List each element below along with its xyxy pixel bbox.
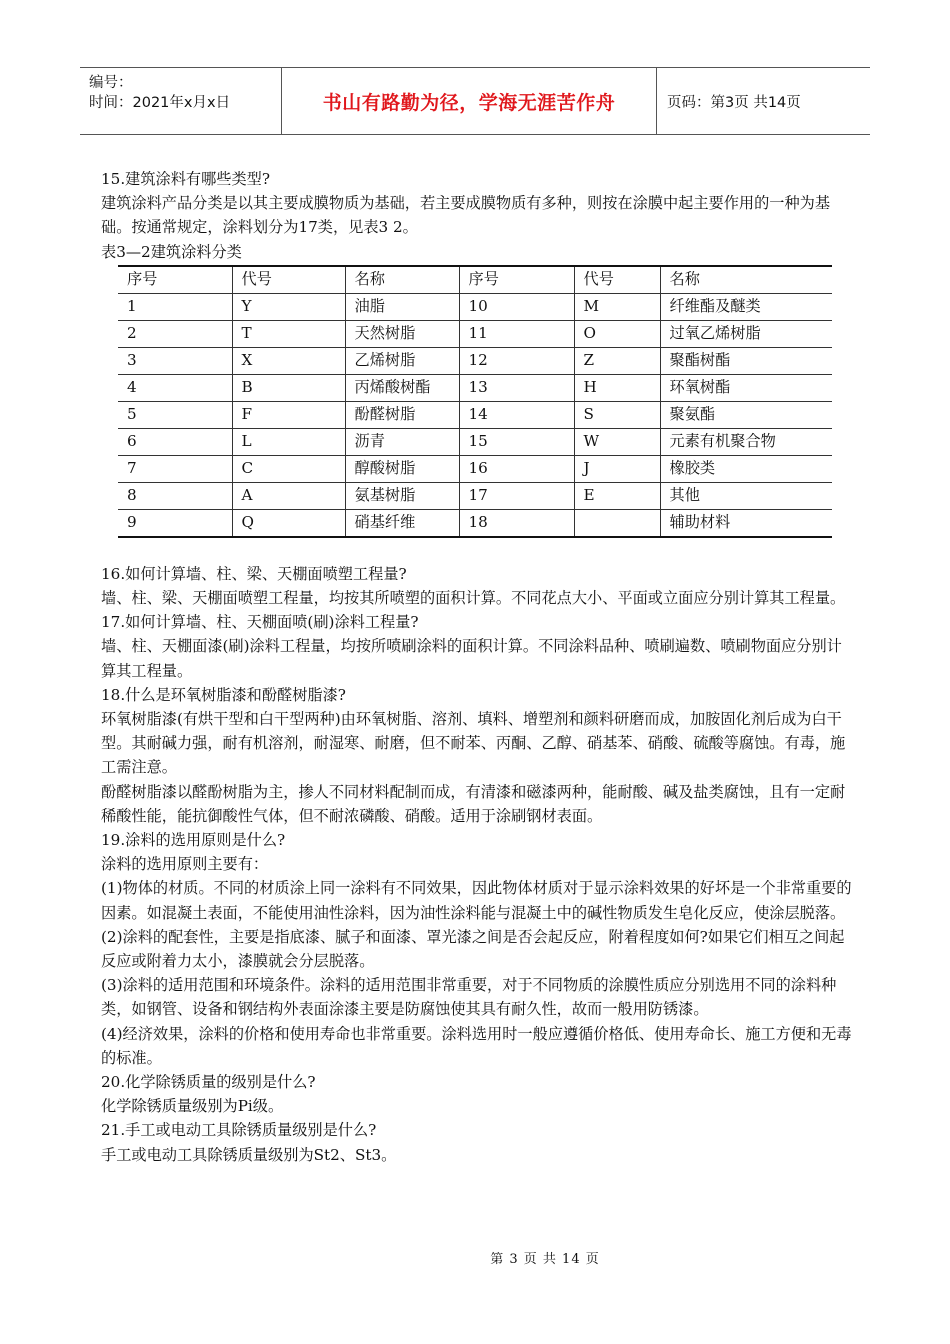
- table-cell: 天然树脂: [345, 320, 459, 347]
- table-cell: [574, 509, 660, 537]
- header-meta: [80, 68, 282, 134]
- table-row: [118, 320, 832, 347]
- table-cell: 6: [118, 428, 232, 455]
- table-cell: 乙烯树脂: [345, 347, 459, 374]
- table-cell: L: [232, 428, 345, 455]
- table-header-cell: 序号: [118, 266, 232, 294]
- table-header-cell: 序号: [459, 266, 574, 294]
- table-cell: 16: [459, 455, 574, 482]
- coating-classification-table: [118, 265, 832, 538]
- table-row: [118, 428, 832, 455]
- table-cell: 8: [118, 482, 232, 509]
- paragraph: (3)涂料的适用范围和环境条件。涂料的适用范围非常重要，对于不同物质的涂膜性质应分别选用不同的涂料种类，如钢管、设备和钢结构外表面涂漆主要是防腐蚀使其具有耐久性，故而一般用防锈漆。: [101, 976, 837, 1019]
- table-cell: A: [232, 482, 345, 509]
- table-row: [118, 293, 832, 320]
- table-row: [118, 374, 832, 401]
- table-cell: T: [232, 320, 345, 347]
- table-row: [118, 347, 832, 374]
- table-cell: 5: [118, 401, 232, 428]
- table-cell: F: [232, 401, 345, 428]
- table-cell: 9: [118, 509, 232, 537]
- page-footer: 第 3 页 共 14 页: [490, 1252, 600, 1267]
- table-cell: 3: [118, 347, 232, 374]
- table-cell: 4: [118, 374, 232, 401]
- table-cell: B: [232, 374, 345, 401]
- document-body: [101, 167, 852, 1167]
- header-page-info: 页码：第3页 共14页: [667, 94, 801, 111]
- table-cell: 18: [459, 509, 574, 537]
- question-heading: 17.如何计算墙、柱、天棚面喷(刷)涂料工程量?: [101, 613, 419, 632]
- table-cell: 丙烯酸树酯: [345, 374, 459, 401]
- table-cell: C: [232, 455, 345, 482]
- table-cell: 12: [459, 347, 574, 374]
- table-row: [118, 455, 832, 482]
- table-cell: E: [574, 482, 660, 509]
- table-caption: 表3—2建筑涂料分类: [101, 242, 242, 261]
- table-cell: 橡胶类: [660, 455, 832, 482]
- table-header-cell: 代号: [232, 266, 345, 294]
- table-row: [118, 401, 832, 428]
- paragraph: (4)经济效果，涂料的价格和使用寿命也非常重要。涂料选用时一般应遵循价格低、使用寿命长、施工方便和无毒的标准。: [101, 1024, 852, 1067]
- table-cell: 纤维酯及醚类: [660, 293, 832, 320]
- table-cell: 聚氨酯: [660, 401, 832, 428]
- question-heading: 16.如何计算墙、柱、梁、天棚面喷塑工程量?: [101, 564, 407, 583]
- question-heading: 19.涂料的选用原则是什么?: [101, 831, 286, 850]
- header-motto: 书山有路勤为径，学海无涯苦作舟: [282, 68, 657, 134]
- table-cell: M: [574, 293, 660, 320]
- table-cell: 13: [459, 374, 574, 401]
- table-cell: 15: [459, 428, 574, 455]
- paragraph: (2)涂料的配套性，主要是指底漆、腻子和面漆、罩光漆之间是否会起反应，附着程度如何?如果它们相互之间起反应或附着力太小，漆膜就会分层脱落。: [101, 927, 845, 971]
- table-row: [118, 509, 832, 537]
- table-cell: Q: [232, 509, 345, 537]
- table-cell: 过氧乙烯树脂: [660, 320, 832, 347]
- paragraph: 墙、柱、梁、天棚面喷塑工程量，均按其所喷塑的面积计算。不同花点大小、平面或立面应分别计算其工程量。: [101, 589, 846, 608]
- table-header-cell: 名称: [660, 266, 832, 294]
- table-header-cell: 代号: [574, 266, 660, 294]
- document-time-label: 时间：2021年x月x日: [89, 95, 231, 111]
- paragraph: 墙、柱、天棚面漆(刷)涂料工程量，均按所喷刷涂料的面积计算。不同涂料品种、喷刷遍数、喷刷物面应分别计算其工程量。: [101, 637, 842, 680]
- paragraph: (1)物体的材质。不同的材质涂上同一涂料有不同效果，因此物体材质对于显示涂料效果的好坏是一个非常重要的因素。如混凝土表面，不能使用油性涂料，因为油性涂料能与混凝土中的碱性物质发生皂化反应，使涂层脱落。: [101, 879, 852, 922]
- table-cell: 沥青: [345, 428, 459, 455]
- table-cell: X: [232, 347, 345, 374]
- table-cell: Z: [574, 347, 660, 374]
- answer-15: 建筑涂料产品分类是以其主要成膜物质为基础，若主要成膜物质有多种，则按在涂膜中起主要作用的一种为基础。按通常规定，涂料划分为17类，见表3 2。: [101, 194, 830, 237]
- question-15: 15.建筑涂料有哪些类型?: [101, 170, 270, 188]
- paragraph-list: [101, 562, 852, 1167]
- table-cell: 氨基树脂: [345, 482, 459, 509]
- table-header-cell: 名称: [345, 266, 459, 294]
- paragraph: 环氧树脂漆(有烘干型和白干型两种)由环氧树脂、溶剂、填料、增塑剂和颜料研磨而成，加胺固化剂后成为白干型。其耐碱力强，耐有机溶剂，耐湿寒、耐磨，但不耐苯、丙酮、乙醇、硝基苯、硝酸、硫酸等腐蚀。有毒，施工需注意。: [101, 710, 846, 777]
- table-cell: Y: [232, 293, 345, 320]
- table-cell: O: [574, 320, 660, 347]
- table-cell: 10: [459, 293, 574, 320]
- table-cell: 油脂: [345, 293, 459, 320]
- document-number-label: 编号：: [89, 75, 133, 91]
- table-cell: 辅助材料: [660, 509, 832, 537]
- table-cell: H: [574, 374, 660, 401]
- table-cell: 元素有机聚合物: [660, 428, 832, 455]
- table-cell: 14: [459, 401, 574, 428]
- question-heading: 21.手工或电动工具除锈质量级别是什么?: [101, 1121, 377, 1140]
- table-cell: 聚酯树酯: [660, 347, 832, 374]
- paragraph: 涂料的选用原则主要有：: [101, 855, 269, 874]
- paragraph: 酚醛树脂漆以醛酚树脂为主，掺人不同材料配制而成，有清漆和磁漆两种，能耐酸、碱及盐类腐蚀，且有一定耐稀酸性能，能抗御酸性气体，但不耐浓磷酸、硝酸。适用于涂刷钢材表面。: [101, 782, 846, 825]
- table-row: [118, 482, 832, 509]
- table-cell: W: [574, 428, 660, 455]
- table-cell: 17: [459, 482, 574, 509]
- table-cell: S: [574, 401, 660, 428]
- paragraph: 化学除锈质量级别为Pi级。: [101, 1097, 284, 1116]
- table-cell: 1: [118, 293, 232, 320]
- table-cell: 酚醛树脂: [345, 401, 459, 428]
- table-header-row: [118, 266, 832, 294]
- table-cell: J: [574, 455, 660, 482]
- table-cell: 醇酸树脂: [345, 455, 459, 482]
- question-heading: 18.什么是环氧树脂漆和酚醛树脂漆?: [101, 685, 346, 704]
- table-cell: 7: [118, 455, 232, 482]
- question-heading: 20.化学除锈质量的级别是什么?: [101, 1073, 316, 1092]
- table-cell: 11: [459, 320, 574, 347]
- page-header: [80, 67, 870, 135]
- paragraph: 手工或电动工具除锈质量级别为St2、St3。: [101, 1145, 397, 1164]
- table-cell: 2: [118, 320, 232, 347]
- table-cell: 硝基纤维: [345, 509, 459, 537]
- table-cell: 其他: [660, 482, 832, 509]
- table-cell: 环氧树酯: [660, 374, 832, 401]
